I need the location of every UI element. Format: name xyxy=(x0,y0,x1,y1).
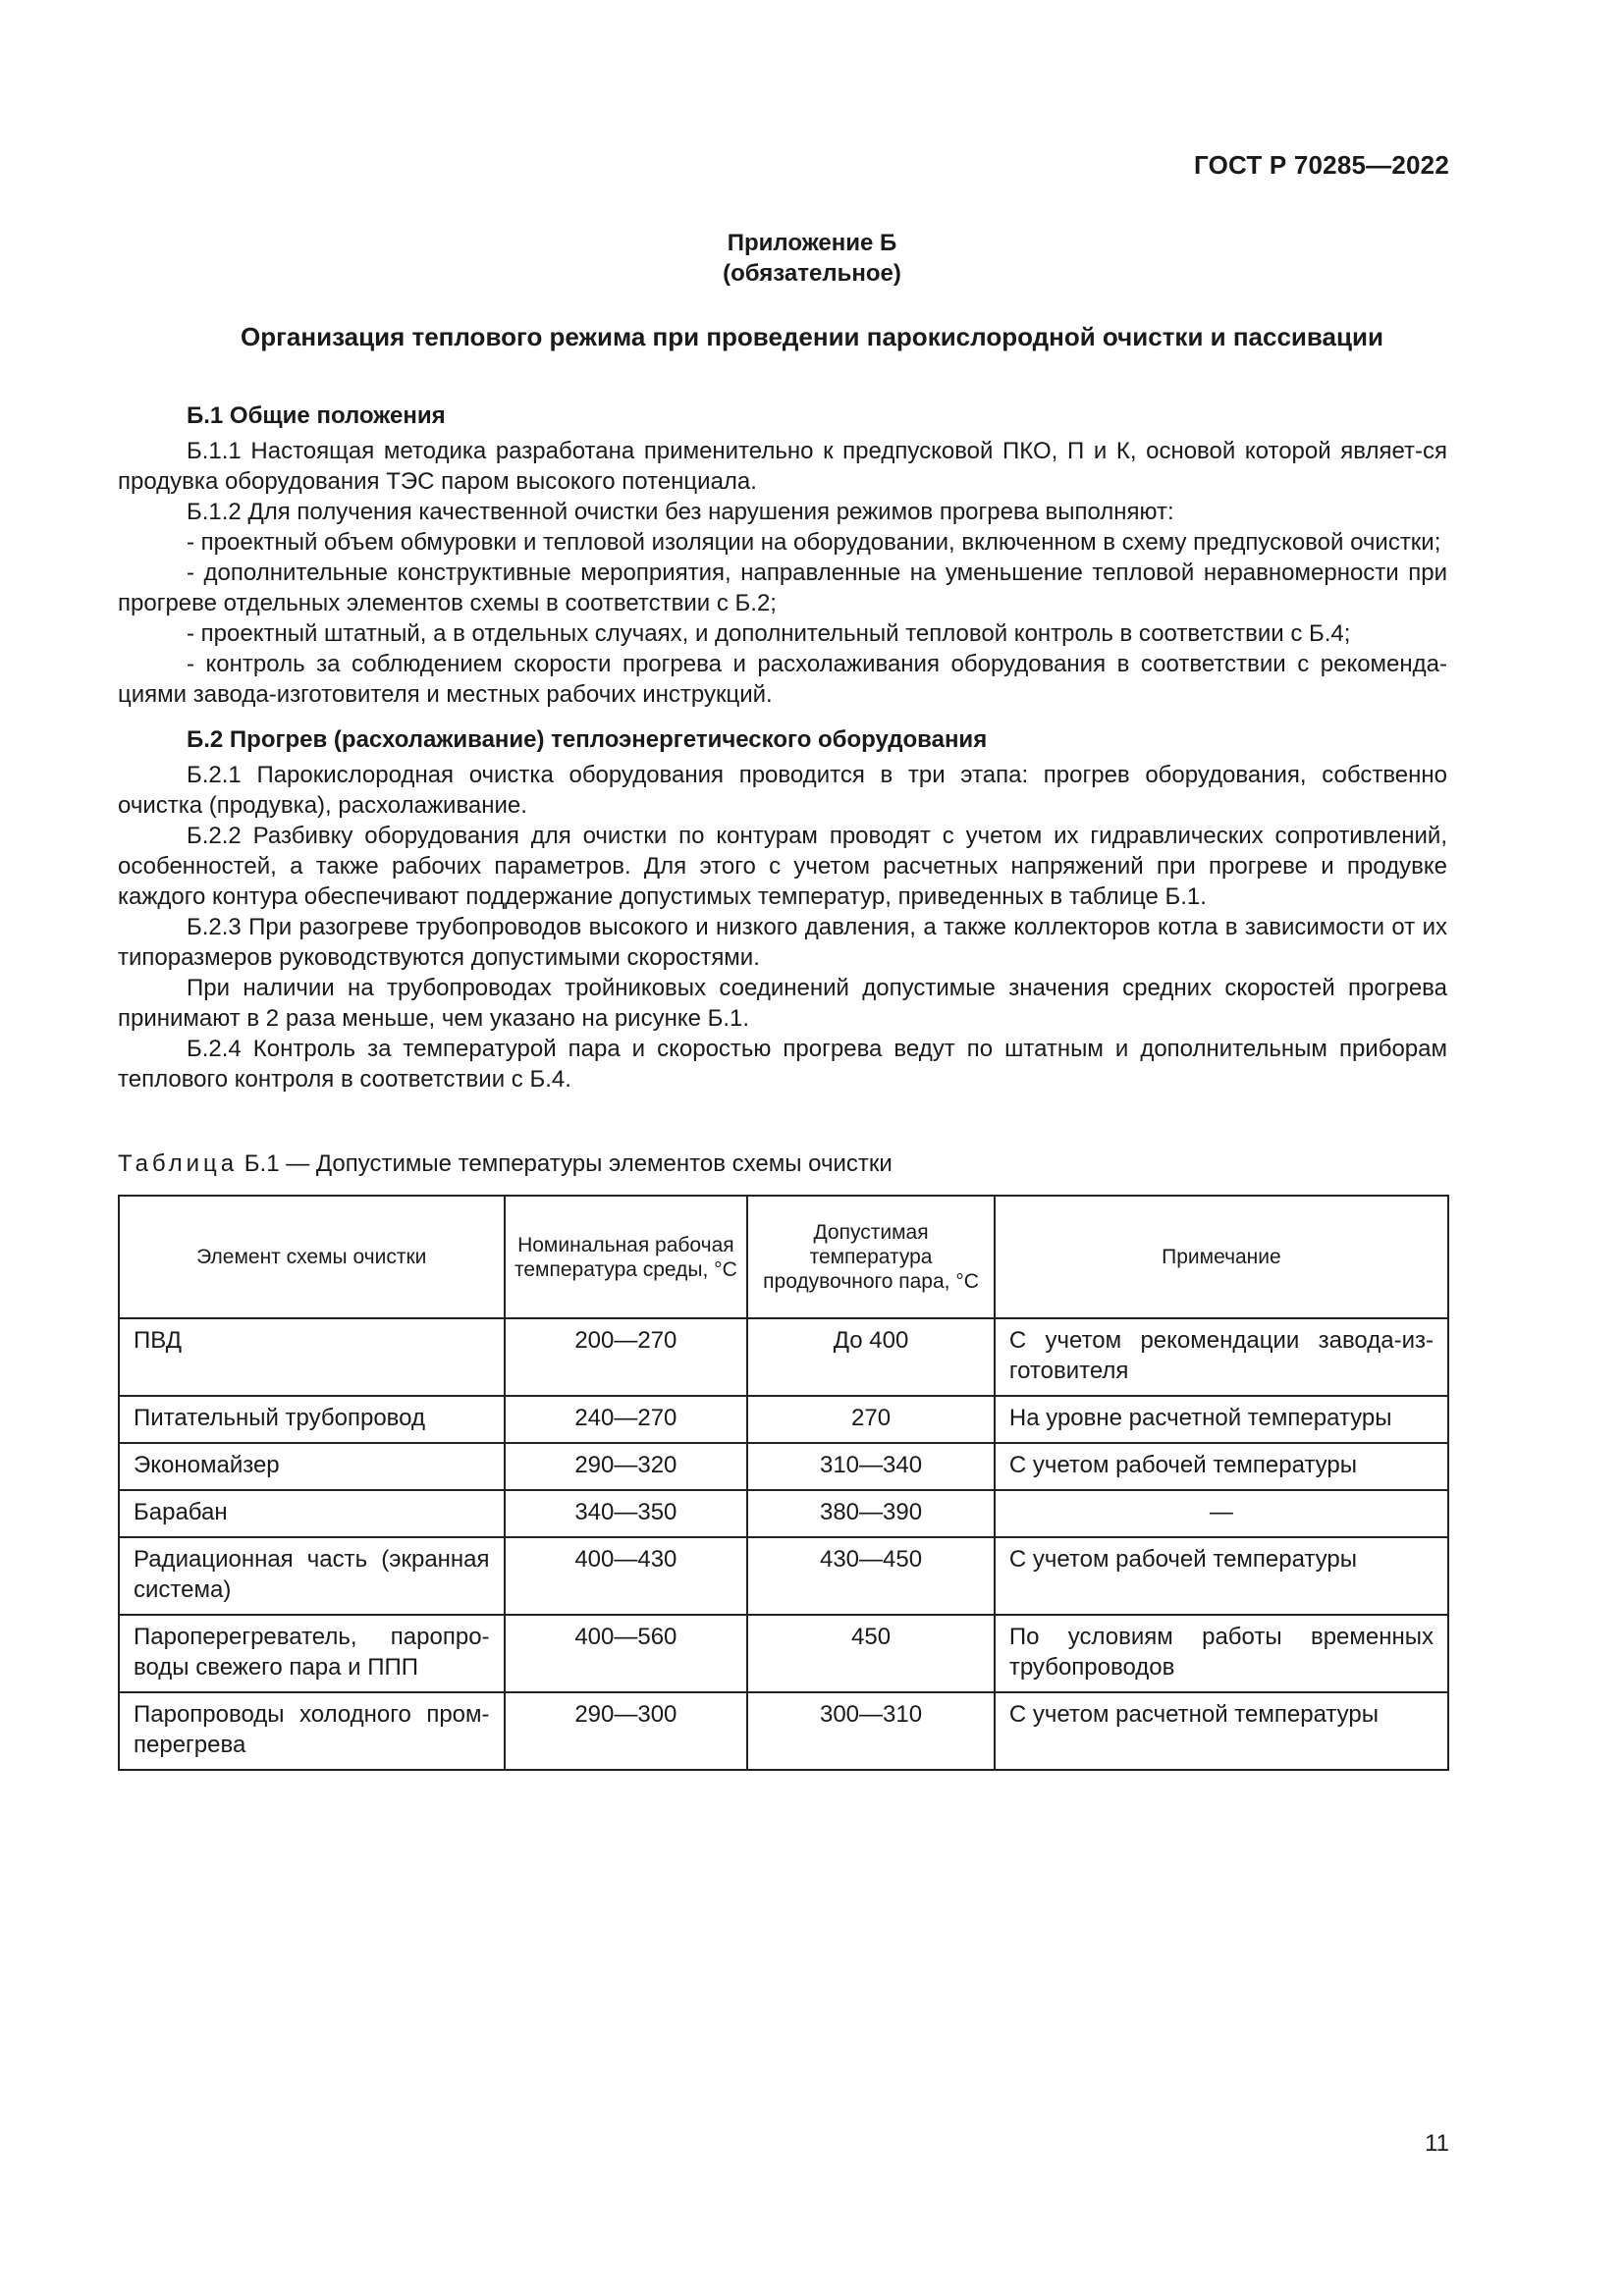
column-header: Допустимая температура продувочного пара, °С xyxy=(747,1196,995,1318)
list-item: - дополнительные конструктивные мероприятия, направленные на уменьшение тепловой неравномерности при прогреве отдельных элементов схемы в соответствии с Б.2; xyxy=(118,560,1447,616)
column-header: Номинальная рабочая температура среды, °С xyxy=(505,1196,748,1318)
table-cell: До 400 xyxy=(747,1318,995,1396)
appendix-heading xyxy=(0,228,1624,289)
paragraph: Б.1.2 Для получения качественной очистки без нарушения режимов прогрева выполняют: xyxy=(187,499,1174,525)
section-b1 xyxy=(118,400,1447,710)
standard-code: ГОСТ Р 70285—2022 xyxy=(1194,150,1449,180)
table-cell: Паропроводы холодного пром-перегрева xyxy=(119,1692,505,1770)
appendix-subtitle: (обязательное) xyxy=(723,260,901,287)
table-cell: С учетом рекомендации завода-из-готовителя xyxy=(995,1318,1448,1396)
table-cell: 400—430 xyxy=(505,1537,748,1615)
table-cell: На уровне расчетной температуры xyxy=(995,1396,1448,1443)
document-title: Организация теплового режима при проведении парокислородной очистки и пассивации xyxy=(241,322,1383,351)
list-item: - проектный штатный, а в отдельных случаях, и дополнительный тепловой контроль в соответствии с Б.4; xyxy=(187,620,1351,647)
table-cell: Барабан xyxy=(119,1490,505,1537)
table-cell: С учетом рабочей температуры xyxy=(995,1443,1448,1490)
table-cell: С учетом рабочей температуры xyxy=(995,1537,1448,1615)
table-cell: 270 xyxy=(747,1396,995,1443)
table-cell: 300—310 xyxy=(747,1692,995,1770)
table-row xyxy=(119,1443,1448,1490)
table-cell: 290—300 xyxy=(505,1692,748,1770)
section-heading: Б.1 Общие положения xyxy=(187,402,446,429)
paragraph: Б.2.3 При разогреве трубопроводов высокого и низкого давления, а также коллекторов котла в зависимости от их типоразмеров руководствуются допустимыми скоростями. xyxy=(118,914,1447,971)
table-caption xyxy=(118,1150,893,1178)
table-cell: По условиям работы временных трубопроводов xyxy=(995,1615,1448,1692)
page-number: 11 xyxy=(1425,2130,1449,2157)
table-row xyxy=(119,1318,1448,1396)
table-header-row xyxy=(119,1196,1448,1318)
table-caption-text: Б.1 — Допустимые температуры элементов схемы очистки xyxy=(244,1150,893,1177)
table-cell: 450 xyxy=(747,1615,995,1692)
paragraph: Б.1.1 Настоящая методика разработана применительно к предпусковой ПКО, П и К, основой которой являет-ся продувка оборудования ТЭС паром высокого потенциала. xyxy=(118,438,1447,495)
table-caption-label: Таблица xyxy=(118,1150,239,1177)
column-header: Элемент схемы очистки xyxy=(119,1196,505,1318)
paragraph: Б.2.4 Контроль за температурой пара и скоростью прогрева ведут по штатным и дополнительным приборам теплового контроля в соответствии с Б.4. xyxy=(118,1036,1447,1093)
paragraph: При наличии на трубопроводах тройниковых соединений допустимые значения средних скоростей прогрева принимают в 2 раза меньше, чем указано на рисунке Б.1. xyxy=(118,975,1447,1032)
table-cell: С учетом расчетной температуры xyxy=(995,1692,1448,1770)
table-row xyxy=(119,1692,1448,1770)
table-cell: Пароперегреватель, паропро-воды свежего пара и ППП xyxy=(119,1615,505,1692)
temperature-table xyxy=(118,1195,1449,1771)
table-cell: ПВД xyxy=(119,1318,505,1396)
list-item: - контроль за соблюдением скорости прогрева и расхолаживания оборудования в соответствии с рекоменда-циями завода-изготовителя и местных рабочих инструкций. xyxy=(118,651,1447,708)
section-b2 xyxy=(118,724,1447,1095)
paragraph: Б.2.1 Парокислородная очистка оборудования проводится в три этапа: прогрев оборудования, собственно очистка (продувка), расхолаживание. xyxy=(118,762,1447,819)
list-item: - проектный объем обмуровки и тепловой изоляции на оборудовании, включенном в схему предпусковой очистки; xyxy=(187,529,1441,556)
column-header: Примечание xyxy=(995,1196,1448,1318)
table-cell: 400—560 xyxy=(505,1615,748,1692)
table-cell: Экономайзер xyxy=(119,1443,505,1490)
table-cell: Радиационная часть (экранная система) xyxy=(119,1537,505,1615)
appendix-title: Приложение Б xyxy=(727,230,897,256)
main-content xyxy=(118,400,1447,1095)
table-row xyxy=(119,1615,1448,1692)
table-row xyxy=(119,1396,1448,1443)
table-cell: — xyxy=(995,1490,1448,1537)
table-cell: 200—270 xyxy=(505,1318,748,1396)
table-cell: 310—340 xyxy=(747,1443,995,1490)
table-cell: 290—320 xyxy=(505,1443,748,1490)
section-heading: Б.2 Прогрев (расхолаживание) теплоэнергетического оборудования xyxy=(187,726,988,753)
table-cell: Питательный трубопровод xyxy=(119,1396,505,1443)
table-cell: 430—450 xyxy=(747,1537,995,1615)
table-cell: 340—350 xyxy=(505,1490,748,1537)
table-row xyxy=(119,1490,1448,1537)
table-row xyxy=(119,1537,1448,1615)
table-cell: 380—390 xyxy=(747,1490,995,1537)
table-cell: 240—270 xyxy=(505,1396,748,1443)
paragraph: Б.2.2 Разбивку оборудования для очистки по контурам проводят с учетом их гидравлических сопротивлений, особенностей, а также рабочих параметров. Для этого с учетом расчетных напряжений при прогреве и продувке каждого контура обеспечивают поддержание допустимых температур, приведенных в таблице Б.1. xyxy=(118,823,1447,910)
